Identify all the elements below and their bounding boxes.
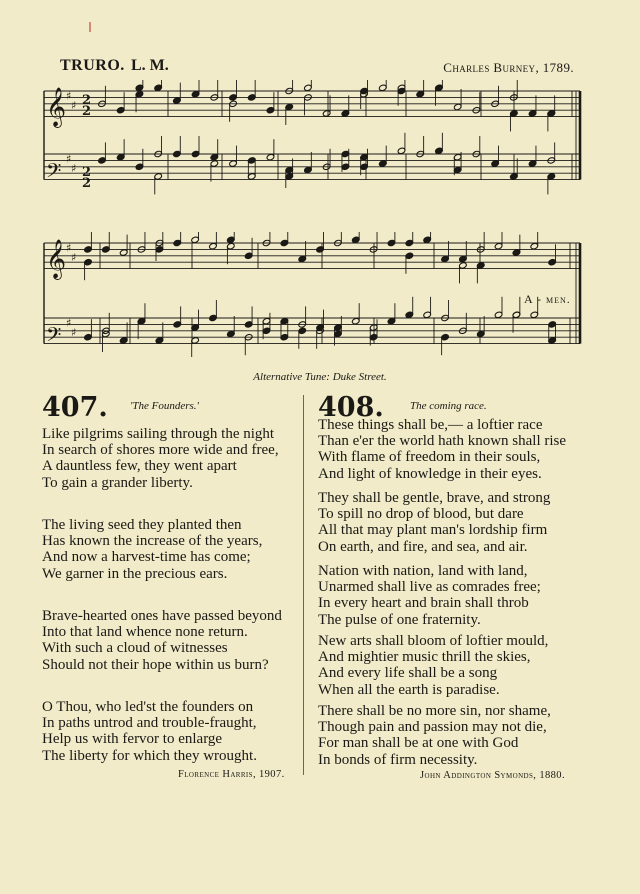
verse-line: All that may plant man's lordship firm bbox=[318, 522, 548, 539]
amen-label: A - men. bbox=[524, 292, 571, 306]
sharp-sign: ♯ bbox=[71, 250, 77, 264]
verse-line: Unarmed shall live as comrades free; bbox=[318, 579, 541, 596]
verse-line: And light of knowledge in their eyes. bbox=[318, 465, 542, 482]
hymn-number: 407. bbox=[42, 392, 108, 423]
verse-line: And every life shall be a song bbox=[318, 665, 498, 682]
verse-line: A dauntless few, they went apart bbox=[42, 458, 237, 475]
tune-name: TRURO. bbox=[60, 57, 125, 74]
verse-line: Brave-hearted ones have passed beyond bbox=[42, 608, 282, 624]
verse-line: Like pilgrims sailing through the night bbox=[42, 426, 275, 442]
time-signature: 2 bbox=[82, 176, 92, 191]
hymn-number: 408. bbox=[318, 392, 384, 423]
verse-line: These things shall be,— a loftier race bbox=[318, 417, 543, 433]
stanza bbox=[42, 699, 257, 764]
verse-line: New arts shall bloom of loftier mould, bbox=[318, 633, 549, 649]
stanza bbox=[42, 517, 262, 582]
sharp-sign: ♯ bbox=[66, 241, 72, 255]
verse-line: In paths untrod and trouble-fraught, bbox=[42, 715, 257, 732]
tune-meter: L. M. bbox=[131, 57, 169, 74]
verse-line: We garner in the precious ears. bbox=[42, 565, 228, 582]
treble-clef: 𝄞 bbox=[46, 86, 67, 127]
time-signature: 2 bbox=[82, 165, 92, 180]
verse-line: Than e'er the world hath known shall rise bbox=[318, 433, 567, 450]
stanza bbox=[42, 426, 279, 491]
stanza bbox=[318, 633, 548, 698]
verse-line: The pulse of one fraternity. bbox=[318, 611, 481, 628]
bass-clef: 𝄢 bbox=[46, 158, 62, 187]
hymn-title: The coming race. bbox=[410, 400, 487, 412]
sharp-sign: ♯ bbox=[71, 161, 77, 175]
verse-line: With flame of freedom in their souls, bbox=[318, 449, 541, 466]
verse-line: Has known the increase of the years, bbox=[42, 533, 263, 550]
sharp-sign: ♯ bbox=[71, 325, 77, 339]
verse-line: In search of shores more wide and free, bbox=[42, 442, 279, 459]
hymn-author: John Addington Symonds, 1880. bbox=[420, 770, 565, 781]
verse-line: For man shall be at one with God bbox=[318, 735, 519, 752]
verse-line: In every heart and brain shall throb bbox=[318, 595, 529, 612]
verse-line: Nation with nation, land with land, bbox=[318, 563, 528, 579]
verse-line: With such a cloud of witnesses bbox=[42, 640, 228, 657]
sharp-sign: ♯ bbox=[71, 98, 77, 112]
sharp-sign: ♯ bbox=[66, 152, 72, 166]
stanza bbox=[42, 608, 282, 673]
time-signature: 2 bbox=[82, 93, 92, 108]
music-system-1 bbox=[40, 80, 585, 195]
hymn-author: Florence Harris, 1907. bbox=[178, 769, 285, 780]
ink-speck bbox=[89, 22, 91, 32]
verse-line: And mightier music thrill the skies, bbox=[318, 649, 531, 666]
stanza bbox=[318, 563, 541, 628]
verse-line: On earth, and fire, and sea, and air. bbox=[318, 538, 528, 555]
verse-line: In bonds of firm necessity. bbox=[318, 751, 478, 768]
hymn-title: 'The Founders.' bbox=[130, 400, 199, 412]
treble-clef: 𝄞 bbox=[46, 238, 67, 279]
verse-line: To gain a grander liberty. bbox=[42, 474, 193, 491]
verse-line: When all the earth is paradise. bbox=[318, 681, 500, 698]
stanza bbox=[318, 490, 550, 555]
verse-line: To spill no drop of blood, but dare bbox=[318, 506, 524, 523]
sharp-sign: ♯ bbox=[66, 316, 72, 330]
sharp-sign: ♯ bbox=[66, 89, 72, 103]
stanza bbox=[318, 417, 566, 482]
stanza bbox=[318, 703, 551, 768]
tune-composer: Charles Burney, 1789. bbox=[443, 60, 574, 75]
verse-line: There shall be no more sin, nor shame, bbox=[318, 703, 551, 719]
column-divider bbox=[303, 395, 304, 775]
verse-line: O Thou, who led'st the founders on bbox=[42, 699, 254, 715]
verse-line: The living seed they planted then bbox=[42, 517, 242, 533]
verse-line: Help us with fervor to enlarge bbox=[42, 731, 223, 748]
bass-clef: 𝄢 bbox=[46, 322, 62, 351]
alternative-tune-note: Alternative Tune: Duke Street. bbox=[253, 371, 387, 383]
time-signature: 2 bbox=[82, 104, 92, 119]
verse-line: They shall be gentle, brave, and strong bbox=[318, 490, 551, 506]
music-system-2 bbox=[40, 232, 585, 357]
verse-line: Into that land whence none return. bbox=[42, 624, 248, 641]
verse-line: And now a harvest-time has come; bbox=[42, 549, 251, 566]
verse-line: Should not their hope within us burn? bbox=[42, 656, 269, 673]
verse-line: The liberty for which they wrought. bbox=[42, 747, 257, 764]
verse-line: Though pain and passion may not die, bbox=[318, 719, 547, 736]
